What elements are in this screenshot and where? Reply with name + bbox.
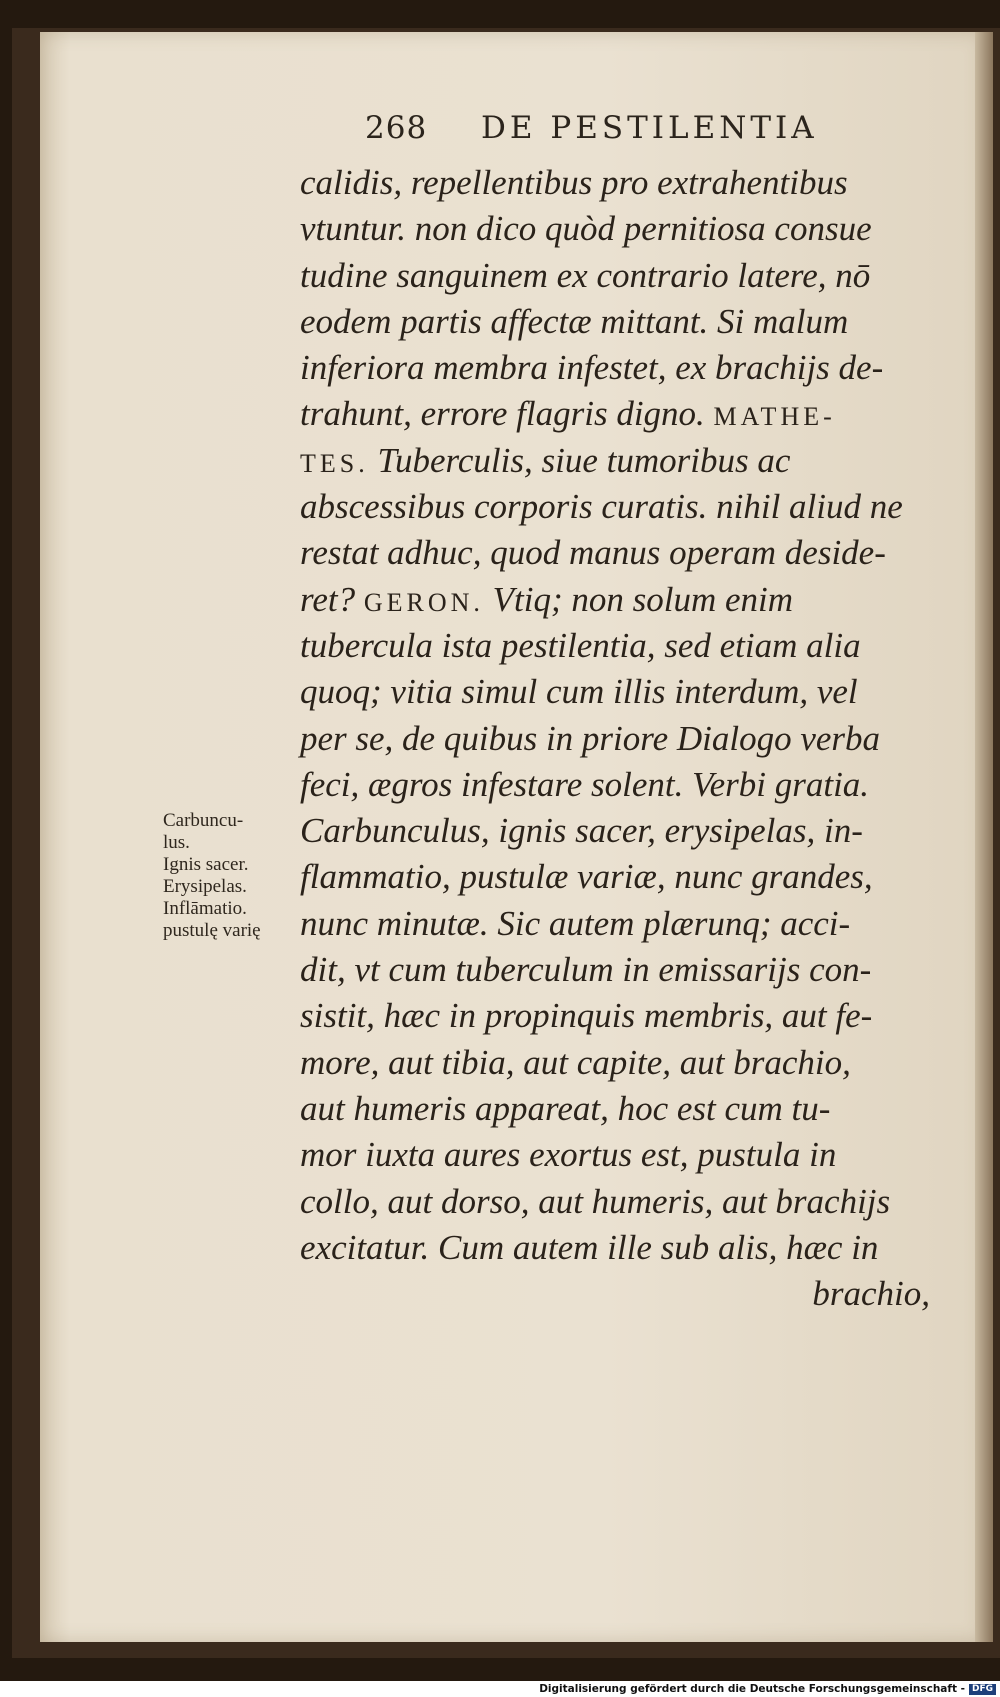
text-line xyxy=(300,391,960,437)
text-line xyxy=(300,993,960,1039)
text-segment: excitatur. Cum autem ille sub alis, hæc in xyxy=(300,1227,879,1267)
margin-note: pustulę varię xyxy=(163,920,261,941)
text-line xyxy=(300,1271,960,1317)
text-line xyxy=(300,160,960,206)
text-segment: brachio, xyxy=(812,1274,930,1314)
funding-credit-text: Digitalisierung gefördert durch die Deutsche Forschungsgemeinschaft - xyxy=(539,1683,965,1695)
text-segment: per se, de quibus in priore Dialogo verba xyxy=(300,718,881,758)
margin-note: lus. xyxy=(163,832,190,853)
speaker-name: MATHE- xyxy=(713,402,836,432)
text-line xyxy=(300,854,960,900)
running-header xyxy=(365,110,818,146)
text-segment: abscessibus corporis curatis. nihil aliud ne xyxy=(300,487,903,527)
text-segment: tudine sanguinem ex contrario latere, nō xyxy=(300,255,871,295)
text-segment: flammatio, pustulæ variæ, nunc grandes, xyxy=(300,857,873,897)
margin-notes xyxy=(163,810,261,942)
text-line xyxy=(300,1225,960,1271)
page-number: 268 xyxy=(365,110,428,146)
text-line xyxy=(300,253,960,299)
text-line xyxy=(300,762,960,808)
text-line xyxy=(300,1086,960,1132)
text-segment: calidis, repellentibus pro extrahentibus xyxy=(300,163,848,202)
text-segment: restat adhuc, quod manus operam deside- xyxy=(300,533,886,573)
text-line xyxy=(300,206,960,252)
running-title: DE PESTILENTIA xyxy=(481,110,818,146)
speaker-name: GERON. xyxy=(363,587,484,617)
margin-note: Carbuncu- xyxy=(163,810,244,831)
text-line xyxy=(300,484,960,530)
text-segment: inferiora membra infestet, ex brachijs de- xyxy=(300,348,884,388)
text-line xyxy=(300,901,960,947)
text-line xyxy=(300,438,960,484)
text-segment: mor iuxta aures exortus est, pustula in xyxy=(300,1135,837,1175)
text-segment: ret? xyxy=(300,579,356,619)
funding-credit xyxy=(539,1683,996,1695)
page-gutter-edge xyxy=(975,32,993,1642)
text-segment: sistit, hæc in propinquis membris, aut fe- xyxy=(300,996,873,1036)
text-line xyxy=(300,1132,960,1178)
text-segment: nunc minutæ. Sic autem plærunq; acci- xyxy=(300,903,851,943)
text-segment: vtuntur. non dico quòd pernitiosa consue xyxy=(300,209,872,249)
text-segment: feci, ægros infestare solent. Verbi gratia. xyxy=(300,764,870,804)
text-segment: tubercula ista pestilentia, sed etiam alia xyxy=(300,625,861,665)
margin-note: Ignis sacer. xyxy=(163,854,249,875)
text-line xyxy=(300,530,960,576)
main-text-block xyxy=(300,160,960,1317)
speaker-name: TES. xyxy=(300,448,369,478)
text-line xyxy=(300,1040,960,1086)
dfg-logo: DFG xyxy=(969,1684,996,1695)
text-line xyxy=(300,669,960,715)
text-line xyxy=(300,947,960,993)
text-line xyxy=(300,577,960,623)
text-line xyxy=(300,716,960,762)
text-segment: Vtiq; non solum enim xyxy=(492,579,794,619)
text-segment: more, aut tibia, aut capite, aut brachio, xyxy=(300,1042,851,1082)
text-segment: Tuberculis, siue tumoribus ac xyxy=(377,440,791,480)
text-segment: quoq; vitia simul cum illis interdum, vel xyxy=(300,672,858,712)
margin-note: Inflāmatio. xyxy=(163,898,247,919)
text-segment: trahunt, errore flagris digno. xyxy=(300,394,705,434)
text-segment: collo, aut dorso, aut humeris, aut brachijs xyxy=(300,1181,891,1221)
text-line xyxy=(300,808,960,854)
text-line xyxy=(300,299,960,345)
margin-note: Erysipelas. xyxy=(163,876,247,897)
text-line xyxy=(300,623,960,669)
text-line xyxy=(300,1179,960,1225)
text-segment: Carbunculus, ignis sacer, erysipelas, in- xyxy=(300,811,863,851)
text-segment: dit, vt cum tuberculum in emissarijs con- xyxy=(300,950,872,990)
text-segment: aut humeris appareat, hoc est cum tu- xyxy=(300,1088,831,1128)
text-segment: eodem partis affectæ mittant. Si malum xyxy=(300,301,849,341)
text-line xyxy=(300,345,960,391)
